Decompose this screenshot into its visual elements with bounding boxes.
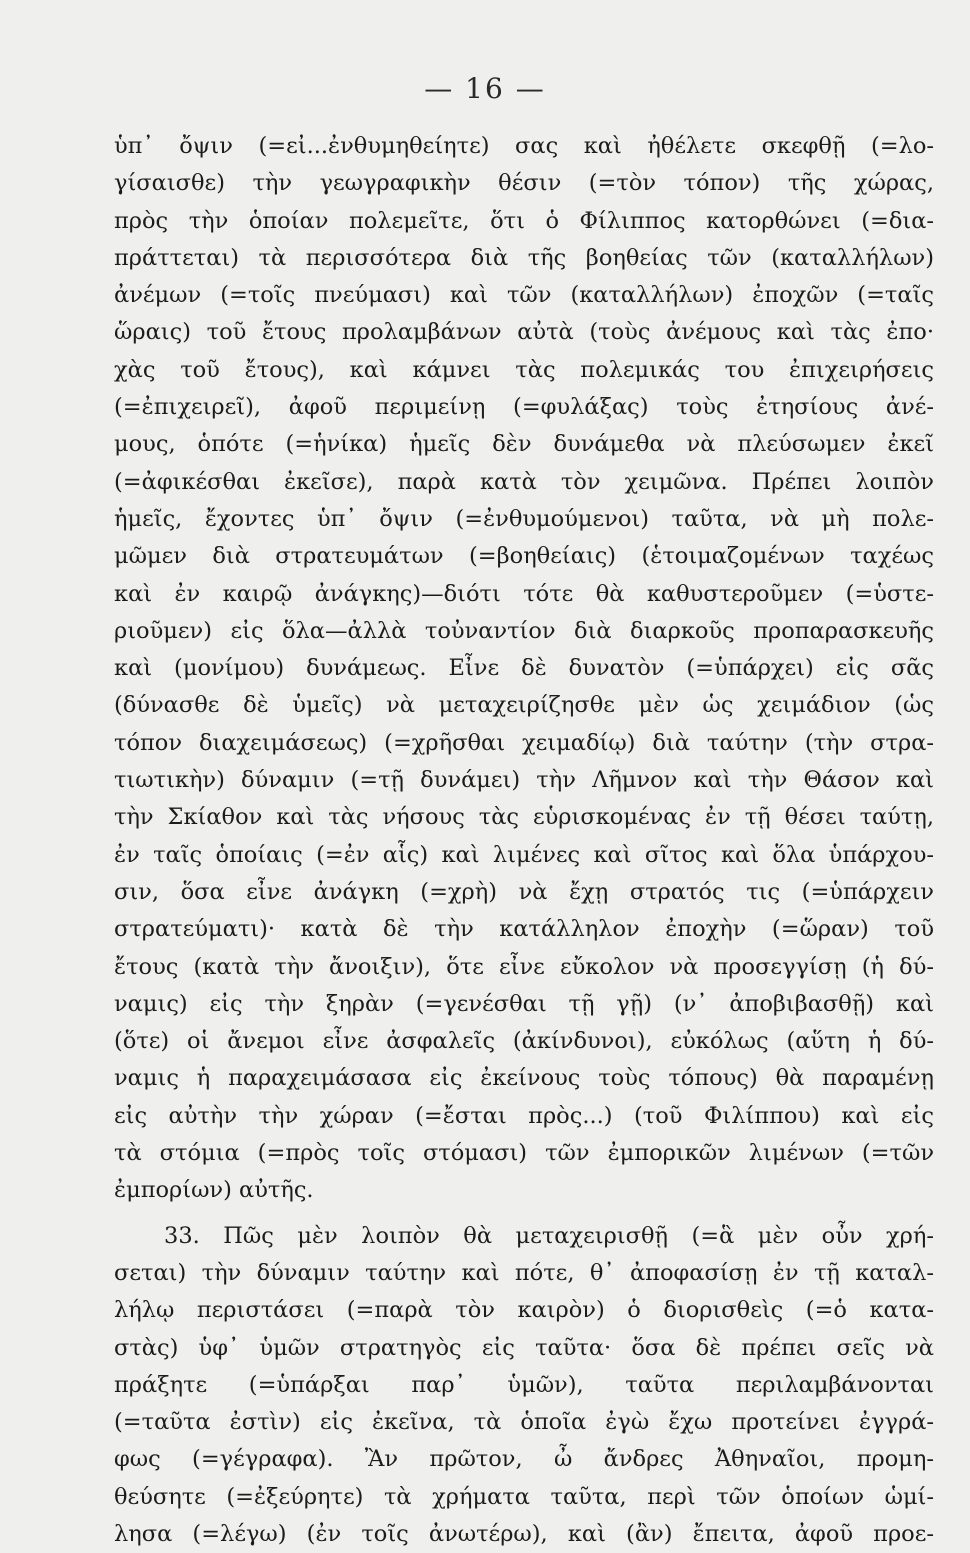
text-line: ἔτους (κατὰ τὴν ἄνοιξιν), ὅτε εἶνε εὔκολον νὰ προσεγγίσῃ (ἡ δύ-: [114, 953, 934, 980]
text-line: εἰς αὐτὴν τὴν χώραν (=ἔσται πρὸς...) (τοῦ Φιλίππου) καὶ εἰς: [114, 1102, 934, 1129]
text-line: (=ἐπιχειρεῖ), ἀφοῦ περιμείνῃ (=φυλάξας) τοὺς ἐτησίους ἀνέ-: [114, 394, 934, 421]
text-line: μῶμεν διὰ στρατευμάτων (=βοηθείαις) (ἑτοιμαζομένων ταχέως: [114, 543, 934, 570]
page-number: — 16 —: [424, 72, 546, 105]
text-line: (=ταῦτα ἐστὶν) εἰς ἐκεῖνα, τὰ ὁποῖα ἐγὼ ἔχω προτείνει ἐγγρά-: [114, 1409, 934, 1436]
text-line: ριοῦμεν) εἰς ὅλα—ἀλλὰ τοὐναντίον διὰ διαρκοῦς προπαρασκευῆς: [114, 617, 934, 644]
text-line: μους, ὁπότε (=ἡνίκα) ἡμεῖς δὲν δυνάμεθα νὰ πλεύσωμεν ἐκεῖ: [114, 431, 934, 458]
text-line: γίσαισθε) τὴν γεωγραφικὴν θέσιν (=τὸν τόπον) τῆς χώρας,: [114, 170, 934, 197]
section-heading-line: 33. Πῶς μὲν λοιπὸν θὰ μεταχειρισθῇ (=ἃ μὲν οὖν χρή-: [164, 1222, 934, 1249]
text-line: τόπον διαχειμάσεως) (=χρῆσθαι χειμαδίῳ) διὰ ταύτην (τὴν στρα-: [114, 729, 934, 756]
text-line: ἀνέμων (=τοῖς πνεύμασι) καὶ τῶν (καταλλήλων) ἐποχῶν (=ταῖς: [114, 282, 934, 309]
text-line: καὶ (μονίμου) δυνάμεως. Εἶνε δὲ δυνατὸν (=ὑπάρχει) εἰς σᾶς: [114, 655, 934, 682]
text-line: στρατεύματι)· κατὰ δὲ τὴν κατάλληλον ἐποχὴν (=ὥραν) τοῦ: [114, 916, 934, 943]
text-line: καὶ ἐν καιρῷ ἀνάγκης)—διότι τότε θὰ καθυστεροῦμεν (=ὑστε-: [114, 580, 934, 607]
text-line: λήλῳ περιστάσει (=παρὰ τὸν καιρὸν) ὁ διορισθεὶς (=ὁ κατα-: [114, 1297, 934, 1324]
text-line: πράττεται) τὰ περισσότερα διὰ τῆς βοηθείας τῶν (καταλλήλων): [114, 244, 934, 271]
body-text: [114, 128, 934, 1553]
text-line: χὰς τοῦ ἔτους), καὶ κάμνει τὰς πολεμικάς του ἐπιχειρήσεις: [114, 356, 934, 383]
text-line: λησα (=λέγω) (ἐν τοῖς ἀνωτέρω), καὶ (ἂν) ἔπειτα, ἀφοῦ προε-: [114, 1520, 934, 1547]
text-line: ναμις) εἰς τὴν ξηρὰν (=γενέσθαι τῇ γῇ) (ν᾽ ἀποβιβασθῇ) καὶ: [114, 990, 934, 1017]
text-line: τὰ στόμια (=πρὸς τοῖς στόμασι) τῶν ἐμπορικῶν λιμένων (=τῶν: [114, 1140, 934, 1167]
text-line: (δύνασθε δὲ ὑμεῖς) νὰ μεταχειρίζησθε μὲν ὡς χειμάδιον (ὡς: [114, 692, 934, 719]
text-line: πρὸς τὴν ὁποίαν πολεμεῖτε, ὅτι ὁ Φίλιππος κατορθώνει (=δια-: [114, 207, 934, 234]
text-line: ἐμπορίων) αὐτῆς.: [114, 1177, 314, 1204]
text-line: πράξητε (=ὑπάρξαι παρ᾽ ὑμῶν), ταῦτα περιλαμβάνονται: [114, 1371, 934, 1398]
text-line: σεται) τὴν δύναμιν ταύτην καὶ πότε, θ᾽ ἀποφασίσῃ ἐν τῇ καταλ-: [114, 1259, 934, 1286]
text-line: (=ἀφικέσθαι ἐκεῖσε), παρὰ κατὰ τὸν χειμῶνα. Πρέπει λοιπὸν: [114, 468, 934, 495]
paragraph-2: [114, 1218, 934, 1553]
text-line: ναμις ἡ παραχειμάσασα εἰς ἐκείνους τοὺς τόπους) θὰ παραμένῃ: [114, 1065, 934, 1092]
text-line: τιωτικὴν) δύναμιν (=τῇ δυνάμει) τὴν Λῆμνον καὶ τὴν Θάσον καὶ: [114, 767, 934, 794]
paragraph-gap: [114, 1210, 934, 1218]
text-line: ἐν ταῖς ὁποίαις (=ἐν αἷς) καὶ λιμένες καὶ σῖτος καὶ ὅλα ὑπάρχου-: [114, 841, 934, 868]
text-line: ὥραις) τοῦ ἔτους προλαμβάνων αὐτὰ (τοὺς ἀνέμους καὶ τὰς ἐπο·: [114, 319, 934, 346]
text-line: στὰς) ὑφ᾽ ὑμῶν στρατηγὸς εἰς ταῦτα· ὅσα δὲ πρέπει σεῖς νὰ: [114, 1334, 934, 1361]
text-line: τὴν Σκίαθον καὶ τὰς νήσους τὰς εὑρισκομένας ἐν τῇ θέσει ταύτῃ,: [114, 804, 934, 831]
text-line: σιν, ὅσα εἶνε ἀνάγκη (=χρὴ) νὰ ἔχῃ στρατός τις (=ὑπάρχειν: [114, 878, 934, 905]
paragraph-1: [114, 128, 934, 1210]
text-line: (ὅτε) οἱ ἄνεμοι εἶνε ἀσφαλεῖς (ἀκίνδυνοι), εὐκόλως (αὕτη ἡ δύ-: [114, 1028, 934, 1055]
text-line: ἡμεῖς, ἔχοντες ὑπ᾽ ὄψιν (=ἐνθυμούμενοι) ταῦτα, νὰ μὴ πολε-: [114, 505, 934, 532]
text-line: ὑπ᾽ ὄψιν (=εἰ...ἐνθυμηθείητε) σας καὶ ἠθέλετε σκεφθῇ (=λο-: [114, 133, 934, 159]
text-line: φως (=γέγραφα). Ἂν πρῶτον, ὦ ἄνδρες Ἀθηναῖοι, προμη-: [114, 1446, 934, 1473]
text-line: θεύσητε (=ἐξεύρητε) τὰ χρήματα ταῦτα, περὶ τῶν ὁποίων ὡμί-: [114, 1483, 934, 1510]
